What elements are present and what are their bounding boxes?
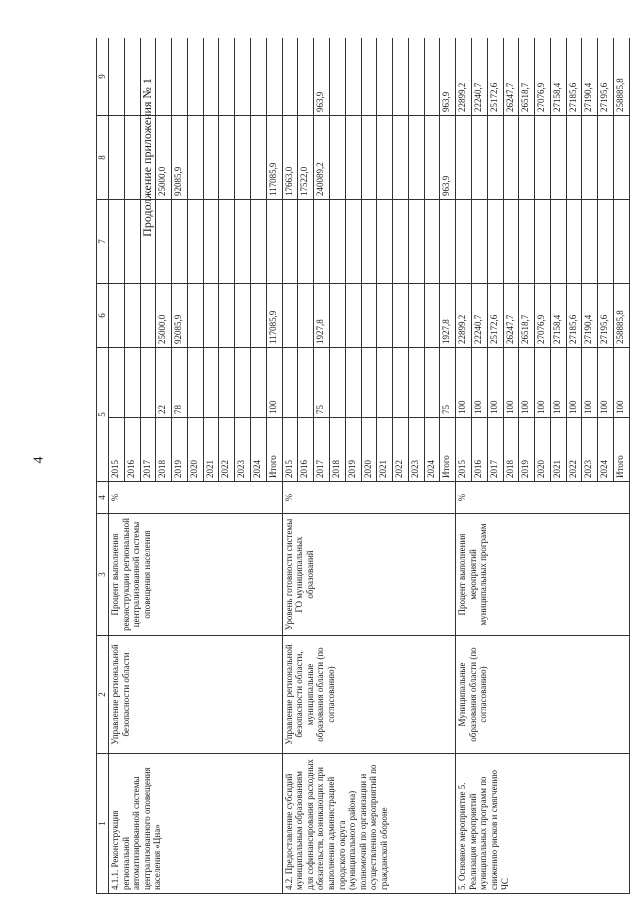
total-funding: 25000,0 [156, 284, 172, 348]
target-value [329, 348, 345, 418]
continuation-heading: Продолжение приложения № 1 [139, 78, 154, 237]
local-funding [156, 38, 172, 116]
year-cell: 2019 [345, 418, 361, 482]
regional-funding [140, 116, 156, 200]
year-cell: 2020 [535, 418, 551, 482]
regional-funding [251, 116, 267, 200]
target-value [393, 348, 409, 418]
local-funding: 26518,7 [519, 38, 535, 116]
total-funding: 1927,8 [440, 284, 456, 348]
unit: % [282, 482, 456, 514]
total-funding [187, 284, 203, 348]
regional-funding [393, 116, 409, 200]
local-funding: 25172,6 [487, 38, 503, 116]
local-funding: 27190,4 [582, 38, 598, 116]
regional-funding: 25000,0 [156, 116, 172, 200]
target-value: 100 [471, 348, 487, 418]
total-funding [124, 284, 140, 348]
total-funding: 26518,7 [519, 284, 535, 348]
rotated-page [96, 38, 630, 894]
target-value [345, 348, 361, 418]
local-funding [172, 38, 188, 116]
header-row [97, 38, 109, 894]
regional-funding [503, 116, 519, 200]
federal-funding [124, 200, 140, 284]
executor: Муниципальные образования области (по согласованию) [456, 636, 630, 754]
total-funding: 92085,9 [172, 284, 188, 348]
total-funding: 1927,8 [314, 284, 330, 348]
local-funding: 27158,4 [550, 38, 566, 116]
table-body [109, 38, 630, 894]
target-value: 100 [582, 348, 598, 418]
local-funding [393, 38, 409, 116]
total-funding [251, 284, 267, 348]
target-value: 100 [266, 348, 282, 418]
local-funding [251, 38, 267, 116]
measure-name: 4.2. Предоставление субсидий муниципальным образованиям для софинансирования расходных обязательств, возникающих при выполнении администрацией городского округа (муниципального района) полномочий по организации и осуществлению мероприятий по гражданской обороне [282, 754, 456, 894]
target-value: 100 [487, 348, 503, 418]
col-header-4: 4 [97, 482, 109, 514]
col-header-9: 9 [97, 38, 109, 116]
federal-funding [345, 200, 361, 284]
local-funding [140, 38, 156, 116]
regional-funding [566, 116, 582, 200]
target-value: 75 [314, 348, 330, 418]
regional-funding [408, 116, 424, 200]
executor: Управление региональной безопасности области [109, 636, 283, 754]
local-funding [109, 38, 125, 116]
executor: Управление региональной безопасности области, муниципальные образования области (по согласованию) [282, 636, 456, 754]
year-cell: 2023 [582, 418, 598, 482]
regional-funding [598, 116, 614, 200]
federal-funding [219, 200, 235, 284]
year-cell: 2015 [109, 418, 125, 482]
year-cell: 2020 [187, 418, 203, 482]
local-funding [345, 38, 361, 116]
local-funding [424, 38, 440, 116]
year-cell: 2015 [456, 418, 472, 482]
regional-funding [235, 116, 251, 200]
local-funding: 963,9 [440, 38, 456, 116]
total-funding: 22240,7 [471, 284, 487, 348]
target-value: 78 [172, 348, 188, 418]
total-funding: 27076,9 [535, 284, 551, 348]
col-header-2: 2 [97, 636, 109, 754]
regional-funding [424, 116, 440, 200]
total-funding [219, 284, 235, 348]
target-value [298, 348, 314, 418]
federal-funding [156, 200, 172, 284]
federal-funding [235, 200, 251, 284]
year-cell: Итого [266, 418, 282, 482]
federal-funding [598, 200, 614, 284]
local-funding: 258885,8 [614, 38, 630, 116]
year-cell: 2024 [424, 418, 440, 482]
table-row [282, 38, 298, 894]
federal-funding [314, 200, 330, 284]
col-header-6: 6 [97, 284, 109, 348]
local-funding [377, 38, 393, 116]
col-header-1: 1 [97, 754, 109, 894]
local-funding [361, 38, 377, 116]
federal-funding [298, 200, 314, 284]
total-funding [408, 284, 424, 348]
year-cell: 2019 [519, 418, 535, 482]
regional-funding: 17663,0 [282, 116, 298, 200]
regional-funding [109, 116, 125, 200]
target-value: 75 [440, 348, 456, 418]
year-cell: 2022 [393, 418, 409, 482]
federal-funding [203, 200, 219, 284]
regional-funding [471, 116, 487, 200]
regional-funding [535, 116, 551, 200]
federal-funding [550, 200, 566, 284]
federal-funding [282, 200, 298, 284]
year-cell: 2018 [503, 418, 519, 482]
year-cell: 2017 [487, 418, 503, 482]
total-funding [424, 284, 440, 348]
page-number: 4 [31, 456, 47, 464]
local-funding [282, 38, 298, 116]
local-funding: 27076,9 [535, 38, 551, 116]
measure-name: 4.1.1. Реконструкция региональной автоматизированной системы централизованного оповещения населения «Цна» [109, 754, 283, 894]
total-funding [377, 284, 393, 348]
total-funding [282, 284, 298, 348]
regional-funding [361, 116, 377, 200]
target-value [235, 348, 251, 418]
year-cell: 2015 [282, 418, 298, 482]
total-funding [203, 284, 219, 348]
year-cell: 2019 [172, 418, 188, 482]
col-header-5: 5 [97, 348, 109, 482]
year-cell: 2016 [298, 418, 314, 482]
total-funding: 27185,6 [566, 284, 582, 348]
target-value: 100 [566, 348, 582, 418]
local-funding [124, 38, 140, 116]
federal-funding [187, 200, 203, 284]
year-cell: 2016 [471, 418, 487, 482]
regional-funding: 92085,9 [172, 116, 188, 200]
federal-funding [109, 200, 125, 284]
regional-funding [614, 116, 630, 200]
target-value: 100 [598, 348, 614, 418]
table-container [96, 38, 630, 894]
regional-funding [187, 116, 203, 200]
federal-funding [519, 200, 535, 284]
regional-funding: 17522,0 [298, 116, 314, 200]
local-funding [266, 38, 282, 116]
target-value [361, 348, 377, 418]
local-funding [219, 38, 235, 116]
year-cell: 2017 [314, 418, 330, 482]
regional-funding [377, 116, 393, 200]
regional-funding [519, 116, 535, 200]
total-funding: 258885,8 [614, 284, 630, 348]
target-value [124, 348, 140, 418]
federal-funding [566, 200, 582, 284]
target-value: 100 [519, 348, 535, 418]
regional-funding [124, 116, 140, 200]
total-funding: 27190,4 [582, 284, 598, 348]
federal-funding [361, 200, 377, 284]
local-funding: 26247,7 [503, 38, 519, 116]
target-value [377, 348, 393, 418]
federal-funding [487, 200, 503, 284]
total-funding: 27158,4 [550, 284, 566, 348]
total-funding [109, 284, 125, 348]
target-value: 100 [503, 348, 519, 418]
local-funding: 963,9 [314, 38, 330, 116]
year-cell: 2022 [566, 418, 582, 482]
total-funding [393, 284, 409, 348]
regional-funding: 963,9 [440, 116, 456, 200]
measure-name: 5. Основное мероприятие 5. Реализация мероприятий муниципальных программ по снижению рисков и смягчению ЧС [456, 754, 630, 894]
regional-funding [456, 116, 472, 200]
col-header-8: 8 [97, 116, 109, 200]
local-funding [187, 38, 203, 116]
year-cell: 2021 [377, 418, 393, 482]
target-value [282, 348, 298, 418]
federal-funding [140, 200, 156, 284]
regional-funding [550, 116, 566, 200]
federal-funding [456, 200, 472, 284]
target-value [109, 348, 125, 418]
year-cell: Итого [614, 418, 630, 482]
federal-funding [251, 200, 267, 284]
year-cell: 2024 [598, 418, 614, 482]
year-cell: 2018 [156, 418, 172, 482]
local-funding [329, 38, 345, 116]
local-funding: 22899,2 [456, 38, 472, 116]
year-cell: 2022 [219, 418, 235, 482]
total-funding: 117085,9 [266, 284, 282, 348]
target-value [251, 348, 267, 418]
total-funding: 27195,6 [598, 284, 614, 348]
target-value [219, 348, 235, 418]
total-funding [298, 284, 314, 348]
regional-funding [487, 116, 503, 200]
federal-funding [614, 200, 630, 284]
regional-funding [203, 116, 219, 200]
target-value: 100 [535, 348, 551, 418]
total-funding: 22899,2 [456, 284, 472, 348]
local-funding: 22240,7 [471, 38, 487, 116]
total-funding: 25172,6 [487, 284, 503, 348]
unit: % [456, 482, 630, 514]
target-value [140, 348, 156, 418]
regional-funding [582, 116, 598, 200]
federal-funding [503, 200, 519, 284]
federal-funding [266, 200, 282, 284]
year-cell: 2016 [124, 418, 140, 482]
target-value: 22 [156, 348, 172, 418]
local-funding [298, 38, 314, 116]
federal-funding [440, 200, 456, 284]
year-cell: 2023 [408, 418, 424, 482]
federal-funding [471, 200, 487, 284]
year-cell: 2018 [329, 418, 345, 482]
total-funding [235, 284, 251, 348]
total-funding: 26247,7 [503, 284, 519, 348]
col-header-7: 7 [97, 200, 109, 284]
total-funding [140, 284, 156, 348]
indicator: Уровень готовности системы ГО муниципальных образований [282, 514, 456, 636]
program-table [96, 38, 630, 894]
regional-funding: 240089,2 [314, 116, 330, 200]
year-cell: 2024 [251, 418, 267, 482]
year-cell: 2021 [550, 418, 566, 482]
local-funding [235, 38, 251, 116]
col-header-3: 3 [97, 514, 109, 636]
table-row [109, 38, 125, 894]
federal-funding [329, 200, 345, 284]
year-cell: 2017 [140, 418, 156, 482]
federal-funding [535, 200, 551, 284]
unit: % [109, 482, 283, 514]
federal-funding [172, 200, 188, 284]
local-funding: 27185,6 [566, 38, 582, 116]
regional-funding [345, 116, 361, 200]
federal-funding [377, 200, 393, 284]
table-row [456, 38, 472, 894]
target-value: 100 [550, 348, 566, 418]
regional-funding [219, 116, 235, 200]
indicator: Процент выполнения мероприятий муниципальных программ [456, 514, 630, 636]
target-value [408, 348, 424, 418]
federal-funding [408, 200, 424, 284]
federal-funding [582, 200, 598, 284]
indicator: Процент выполнения реконструкции региональной централизованной системы оповещения населения [109, 514, 283, 636]
local-funding [408, 38, 424, 116]
local-funding [203, 38, 219, 116]
regional-funding: 117085,9 [266, 116, 282, 200]
year-cell: Итого [440, 418, 456, 482]
federal-funding [393, 200, 409, 284]
total-funding [329, 284, 345, 348]
target-value [424, 348, 440, 418]
local-funding: 27195,6 [598, 38, 614, 116]
target-value [187, 348, 203, 418]
year-cell: 2023 [235, 418, 251, 482]
regional-funding [329, 116, 345, 200]
federal-funding [424, 200, 440, 284]
target-value: 100 [614, 348, 630, 418]
target-value: 100 [456, 348, 472, 418]
total-funding [361, 284, 377, 348]
year-cell: 2020 [361, 418, 377, 482]
total-funding [345, 284, 361, 348]
target-value [203, 348, 219, 418]
year-cell: 2021 [203, 418, 219, 482]
